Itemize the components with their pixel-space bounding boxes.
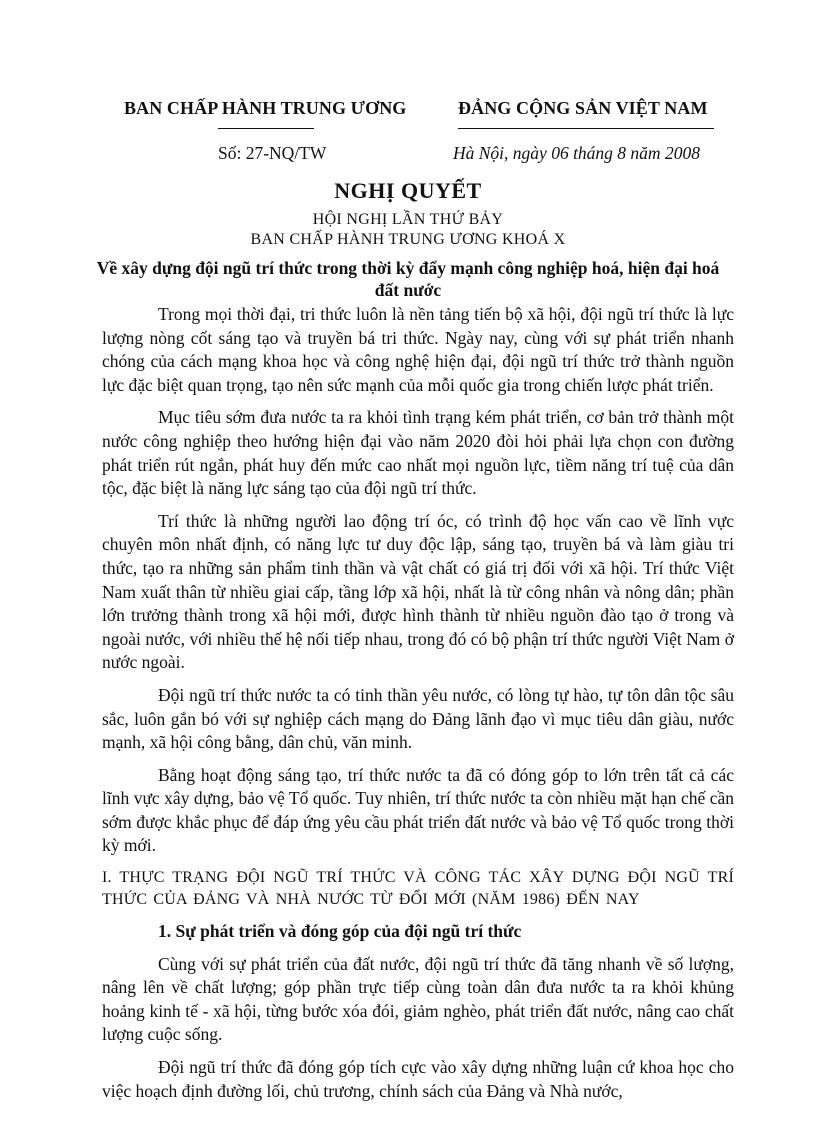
document-body bbox=[102, 303, 734, 1112]
left-header-rule bbox=[218, 128, 314, 129]
place-date: Hà Nội, ngày 06 tháng 8 năm 2008 bbox=[453, 143, 700, 163]
right-header-rule bbox=[458, 128, 714, 129]
paragraph: Đội ngũ trí thức nước ta có tinh thần yêu nước, có lòng tự hào, tự tôn dân tộc sâu sắc, luôn gắn bó với sự nghiệp cách mạng do Đảng lãnh đạo vì mục tiêu dân giàu, nước mạnh, xã hội công bằng, dân chủ, văn minh. bbox=[102, 684, 734, 753]
paragraph: Trong mọi thời đại, tri thức luôn là nền tảng tiến bộ xã hội, đội ngũ trí thức là lực lượng nòng cốt sáng tạo và truyền bá tri thức. Ngày nay, cùng với sự phát triển nhanh chóng của cách mạng khoa học và công nghệ hiện đại, đội ngũ trí thức trở thành nguồn lực đặc biệt quan trọng, tạo nên sức mạnh của mỗi quốc gia trong chiến lược phát triển. bbox=[102, 304, 734, 395]
conference-line: HỘI NGHỊ LẦN THỨ BẢY bbox=[312, 211, 504, 228]
paragraph: Mục tiêu sớm đưa nước ta ra khỏi tình trạng kém phát triển, cơ bản trở thành một nước công nghiệp theo hướng hiện đại vào năm 2020 đòi hỏi phải lựa chọn con đường phát triển rút ngắn, phát huy đến mức cao nhất mọi nguồn lực, tiềm năng trí tuệ của dân tộc, đặc biệt là năng lực sáng tạo của đội ngũ trí thức. bbox=[102, 407, 734, 499]
document-title: NGHỊ QUYẾT bbox=[334, 178, 482, 203]
section-heading: I. THỰC TRẠNG ĐỘI NGŨ TRÍ THỨC VÀ CÔNG TÁC XÂY DỰNG ĐỘI NGŨ TRÍ THỨC CỦA ĐẢNG VÀ NHÀ NƯỚC TỪ ĐỔI MỚI (NĂM 1986) ĐẾN NAY bbox=[102, 869, 734, 909]
paragraph: Đội ngũ trí thức đã đóng góp tích cực vào xây dựng những luận cứ khoa học cho việc hoạch định đường lối, chủ trương, chính sách của Đảng và Nhà nước, bbox=[102, 1057, 734, 1101]
committee-line: BAN CHẤP HÀNH TRUNG ƯƠNG KHOÁ X bbox=[250, 231, 566, 248]
paragraph: Trí thức là những người lao động trí óc, có trình độ học vấn cao về lĩnh vực chuyên môn nhất định, có năng lực tư duy độc lập, sáng tạo, truyền bá và làm giàu tri thức, tạo ra những sản phẩm tinh thần và vật chất có giá trị đối với xã hội. Trí thức Việt Nam xuất thân từ nhiều giai cấp, tầng lớp xã hội, nhất là từ công nhân và nông dân; phần lớn trưởng thành trong xã hội mới, được hình thành từ nhiều nguồn đào tạo ở trong và ngoài nước, với nhiều thế hệ nối tiếp nhau, trong đó có bộ phận trí thức người Việt Nam ở nước ngoài. bbox=[102, 510, 734, 673]
issuing-body: BAN CHẤP HÀNH TRUNG ƯƠNG bbox=[124, 98, 407, 118]
document-number: Số: 27-NQ/TW bbox=[218, 143, 327, 163]
party-name: ĐẢNG CỘNG SẢN VIỆT NAM bbox=[458, 98, 708, 118]
paragraph: Cùng với sự phát triển của đất nước, đội ngũ trí thức đã tăng nhanh về số lượng, nâng lên về chất lượng; góp phần trực tiếp cùng toàn dân đưa nước ta ra khỏi khủng hoảng kinh tế - xã hội, từng bước xóa đói, giảm nghèo, phát triển đất nước, nâng cao chất lượng cuộc sống. bbox=[102, 953, 734, 1045]
resolution-subject: Về xây dựng đội ngũ trí thức trong thời kỳ đẩy mạnh công nghiệp hoá, hiện đại hoá đất nước bbox=[96, 258, 720, 300]
paragraph: Bằng hoạt động sáng tạo, trí thức nước ta đã có đóng góp to lớn trên tất cả các lĩnh vực xây dựng, bảo vệ Tổ quốc. Tuy nhiên, trí thức nước ta còn nhiều mặt hạn chế cần sớm được khắc phục để đáp ứng yêu cầu phát triển đất nước và bảo vệ Tổ quốc trong thời kỳ mới. bbox=[102, 764, 734, 856]
subsection-heading: 1. Sự phát triển và đóng góp của đội ngũ trí thức bbox=[158, 921, 522, 942]
